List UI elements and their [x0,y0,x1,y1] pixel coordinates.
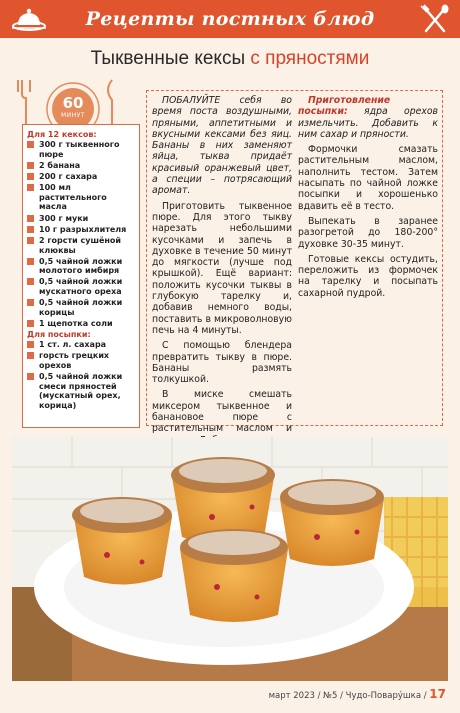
ingredient-item: 0,5 чайной ложки корицы [27,298,136,317]
step-paragraph: Приготовить тыквенное пюре. Для этого тыкву нарезать небольшими кусочками и запечь в духовке в течение 50 минут до мягкости (лучше под крышкой). Ещё вариант: положить кусочки тыквы в глубокую тарелку и, добавив немного воды, поставить в микроволновую печь на 4 минуты. [152,200,292,336]
ingredient-item: 300 г муки [27,214,136,224]
page-footer [269,687,446,701]
ingredient-item: 0,5 чайной ложки смеси пряностей (мускатный орех, корица) [27,372,136,410]
ingredient-item: 0,5 чайной ложки молотого имбиря [27,257,136,276]
ingredient-item: 100 мл растительного масла [27,183,136,212]
ingredient-item: 2 банана [27,161,136,171]
recipe-title-main: Тыквенные кексы [90,48,246,69]
ingredients-list [27,140,136,329]
topping-paragraph [298,95,438,140]
ingredient-item: 200 г сахара [27,172,136,182]
issue-info: март 2023 / №5 / Чудо-Повару́шка / [268,691,430,701]
cooking-time-value: 60 [62,94,84,112]
recipe-title [0,48,460,70]
cooking-time-unit: МИНУТ [61,112,85,119]
ingredient-item: 1 ст. л. сахара [27,340,136,350]
topping-text: ядра орехов измельчить. Добавить к ним сахар и пряности. [298,106,438,140]
fork-spoon-icon [418,4,452,34]
ingredient-item: 2 горсти сушёной клюквы [27,236,136,255]
topping-ingredients-list [27,340,136,410]
ingredients-section-title: Для 12 кексов: [27,130,97,139]
recipe-title-accent: с пряностями [250,48,370,69]
section-title: Рецепты постных блюд [85,8,375,30]
ingredient-item: 300 г тыквенного пюре [27,140,136,159]
intro-paragraph: ПОБАЛУЙТЕ себя во время поста воздушными, пряными, аппетитными и вкусными кексами без яиц. Бананы в них заменяют яйца, тыква придаёт красивый оранжевый цвет, а специи – потрясающий аромат. [152,95,292,197]
recipe-instructions-box [146,90,443,435]
step-paragraph: С помощью блендера превратить тыкву в пюре. Бананы размять толкушкой. [152,340,292,386]
page-header [0,0,460,38]
ingredient-item: горсть грецких орехов [27,351,136,370]
topping-section-title: Для посыпки: [27,330,91,340]
ingredient-item: 0,5 чайной ложки мускатного ореха [27,277,136,296]
step-paragraph: В миске смешать миксером тыквенное и банановое пюре с растительным маслом и [152,389,292,435]
ingredient-item: 10 г разрыхлителя [27,225,136,235]
step-paragraph: Выпекать в заранее разогретой до 180-200° духовке 30-35 минут. [298,215,438,250]
step-paragraph: Готовые кексы остудить, переложить из формочек на тарелку и посыпать сахарной пудрой. [298,253,438,299]
muffins-photo [12,437,448,681]
step-paragraph: Формочки смазать растительным маслом, наполнить тестом. Затем насыпать по чайной ложке посыпки и хорошенько вдавить её в тесто. [298,144,438,212]
topping-label: Приготовление посыпки: [298,95,391,118]
ingredient-item: 1 щепотка соли [27,319,136,329]
ingredients-box [22,124,140,428]
page-number: 17 [429,687,446,701]
